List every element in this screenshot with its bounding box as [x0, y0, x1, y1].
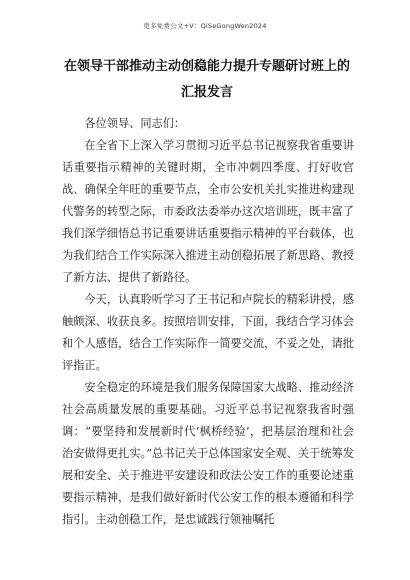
paragraph-1: 在全省下上深入学习贯彻习近平总书记视察我省重要讲话重要指示精神的关键时期，全市冲刺四季度、打好收官战、确保全年旺的重要节点，全市公安机关扎实推进构建现代警务的转型之际，市委政法委举办这次培训班，既丰富了我们深学细悟总书记重要讲话重要指示精神的平台载体，也为我们结合工作实际深入推进主动创稳拓展了新思路、教授了新方法、提供了新路径。: [62, 139, 354, 284]
document-title: 在领导干部推动主动创稳能力提升专题研讨班上的汇报发言: [63, 59, 350, 100]
header-note: 更多免费公文+V：QiSeGongWen2024: [143, 22, 267, 30]
paragraph-2: 今天，认真聆听学习了王书记和卢院长的精彩讲授，感触颇深、收获良多。按照培训安排，下面，我结合学习体会和个人感悟，结合工作实际作一简要交流，不妥之处，请批评指正。: [62, 293, 354, 372]
paragraph-3: 安全稳定的环境是我们服务保障国家大战略、推动经济社会高质量发展的重要基础。习近平总书记视察我省时强调：“要坚持和发展新时代‘枫桥经验’，把基层治理和社会治安做得更扎实。”总书记关于总体国家安全观、关于统筹发展和安全、关于推进平安建设和政法公安工作的重要论述重要指示精神，是我们做好新时代公安工作的根本遵循和科学指引。主动创稳工作，是忠诚践行领袖嘱托: [62, 381, 354, 526]
salutation: 各位领导、同志们：: [84, 117, 186, 130]
document-body: [62, 113, 354, 531]
